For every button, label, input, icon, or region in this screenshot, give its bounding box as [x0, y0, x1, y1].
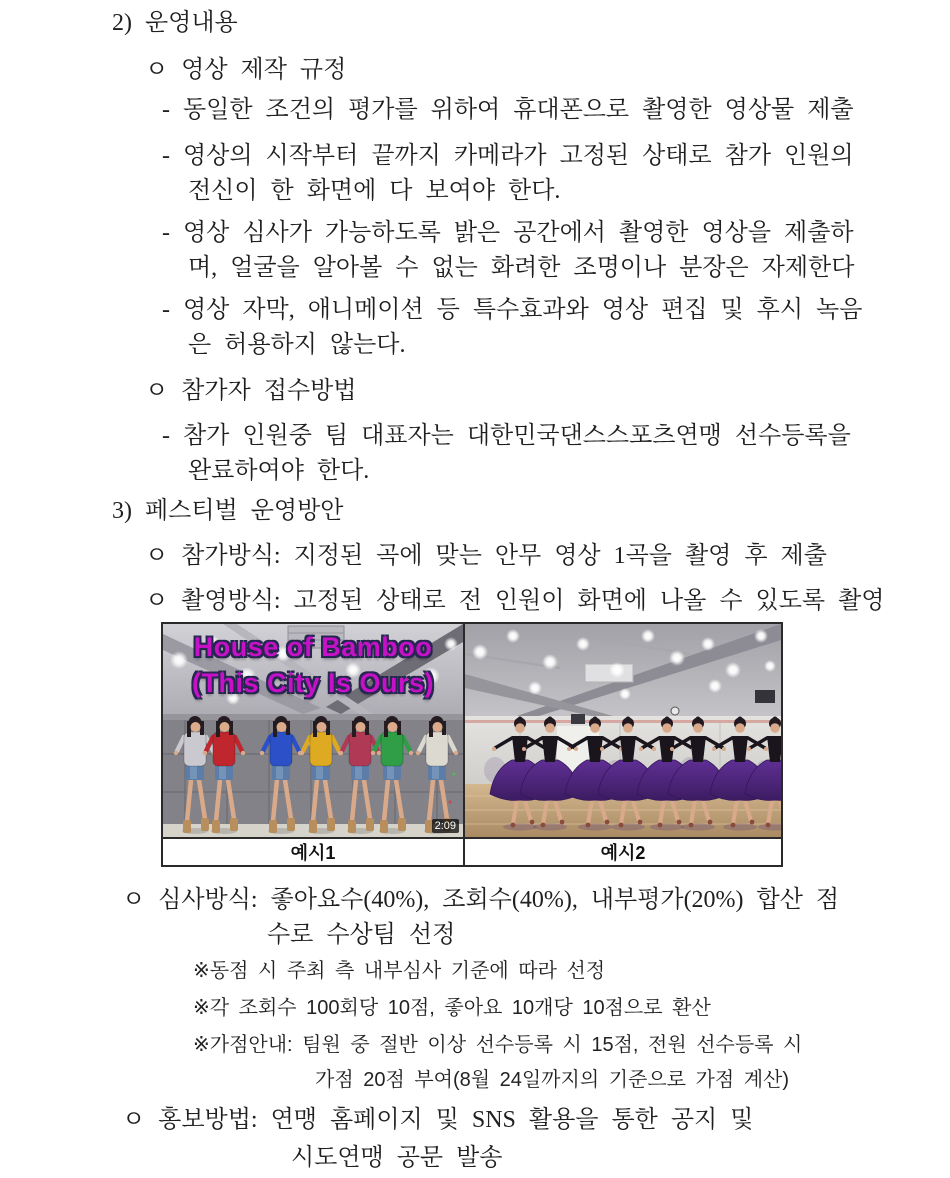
doc-line: 며, 얼굴을 알아볼 수 없는 화려한 조명이나 분장은 자제한다: [188, 255, 855, 281]
subheading-promotion-method: ㅇ 홍보방법: 연맹 홈페이지 및 SNS 활용을 통한 공지 및: [122, 1107, 754, 1133]
figure-caption-2: 예시2: [464, 838, 782, 866]
doc-line: - 영상의 시작부터 끝까지 카메라가 고정된 상태로 참가 인원의: [162, 143, 854, 169]
example-photo-1-cell: [162, 623, 464, 838]
subheading-judging-method: ㅇ 심사방식: 좋아요수(40%), 조회수(40%), 내부평가(20%) 합산 점: [122, 887, 840, 913]
example-photo-2-cell: [464, 623, 782, 838]
doc-line: 전신이 한 화면에 다 보여야 한다.: [188, 178, 561, 204]
video-title-line2: (This City Is Ours): [191, 668, 435, 698]
doc-line: 은 허용하지 않는다.: [188, 332, 406, 358]
doc-line: - 영상 심사가 가능하도록 밝은 공간에서 촬영한 영상을 제출하: [162, 220, 854, 246]
doc-line: 수로 수상팀 선정: [267, 922, 456, 948]
subheading-video-rules: ㅇ 영상 제작 규정: [145, 57, 347, 83]
heading-festival-plan: 3) 페스티벌 운영방안: [112, 498, 344, 524]
doc-line: 완료하여야 한다.: [188, 458, 370, 484]
figure-caption-1: 예시1: [162, 838, 464, 866]
video-timestamp: 2:09: [432, 819, 459, 833]
video-title-line1: House of Bamboo: [193, 632, 433, 662]
heading-operation-contents: 2) 운영내용: [112, 10, 238, 36]
doc-line: ㅇ 참가방식: 지정된 곡에 맞는 안무 영상 1곡을 촬영 후 제출: [145, 543, 827, 569]
example-photo-1: [163, 624, 463, 837]
photo2-scene: [465, 624, 781, 837]
doc-line: - 참가 인원중 팀 대표자는 대한민국댄스스포츠연맹 선수등록을: [162, 423, 851, 449]
doc-line: - 동일한 조건의 평가를 위하여 휴대폰으로 촬영한 영상물 제출: [162, 97, 854, 123]
note-line: ※동점 시 주최 측 내부심사 기준에 따라 선정: [193, 960, 606, 982]
note-line: ※가점안내: 팀원 중 절반 이상 선수등록 시 15점, 전원 선수등록 시: [193, 1034, 803, 1056]
doc-line: - 영상 자막, 애니메이션 등 특수효과와 영상 편집 및 후시 녹음: [162, 297, 863, 323]
note-line: 가점 20점 부여(8월 24일까지의 기준으로 가점 계산): [315, 1069, 790, 1091]
doc-line: ㅇ 촬영방식: 고정된 상태로 전 인원이 화면에 나올 수 있도록 촬영: [145, 588, 885, 614]
video-title-overlay: [163, 629, 463, 701]
example-photo-2: [465, 624, 781, 837]
subheading-application-method: ㅇ 참가자 접수방법: [145, 378, 357, 404]
doc-line: 시도연맹 공문 발송: [291, 1145, 503, 1171]
example-figure-table: [161, 622, 783, 867]
note-line: ※각 조회수 100회당 10점, 좋아요 10개당 10점으로 환산: [193, 997, 711, 1019]
